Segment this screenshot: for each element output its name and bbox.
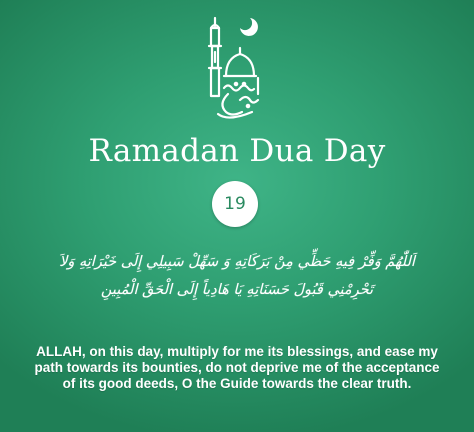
arabic-dua	[20, 248, 454, 304]
translation-text: ALLAH, on this day, multiply for me its blessings, and ease my path towards its bounties, do not deprive me of the acceptance of its good deeds, O the Guide towards the clear truth.	[34, 344, 440, 391]
page-title: Ramadan Dua Day	[88, 133, 386, 169]
mosque-crescent-icon	[178, 14, 298, 126]
day-number-badge: 19	[212, 181, 258, 227]
arabic-dua-line-2: تَحْرِمْنِي قَبُولَ حَسَنَاتِهِ يَا هَادِياً إِلَى الْحَقِّ الْمُبِينِ	[100, 282, 374, 298]
arabic-dua-line-1: اَللّٰهُمَّ وَفِّرْ فِيهِ حَظِّي مِنْ بَرَكَاتِهِ وَ سَهِّلْ سَبِيلِي إِلَى خَيْرَاتِهِ وَلاَ	[59, 254, 415, 270]
